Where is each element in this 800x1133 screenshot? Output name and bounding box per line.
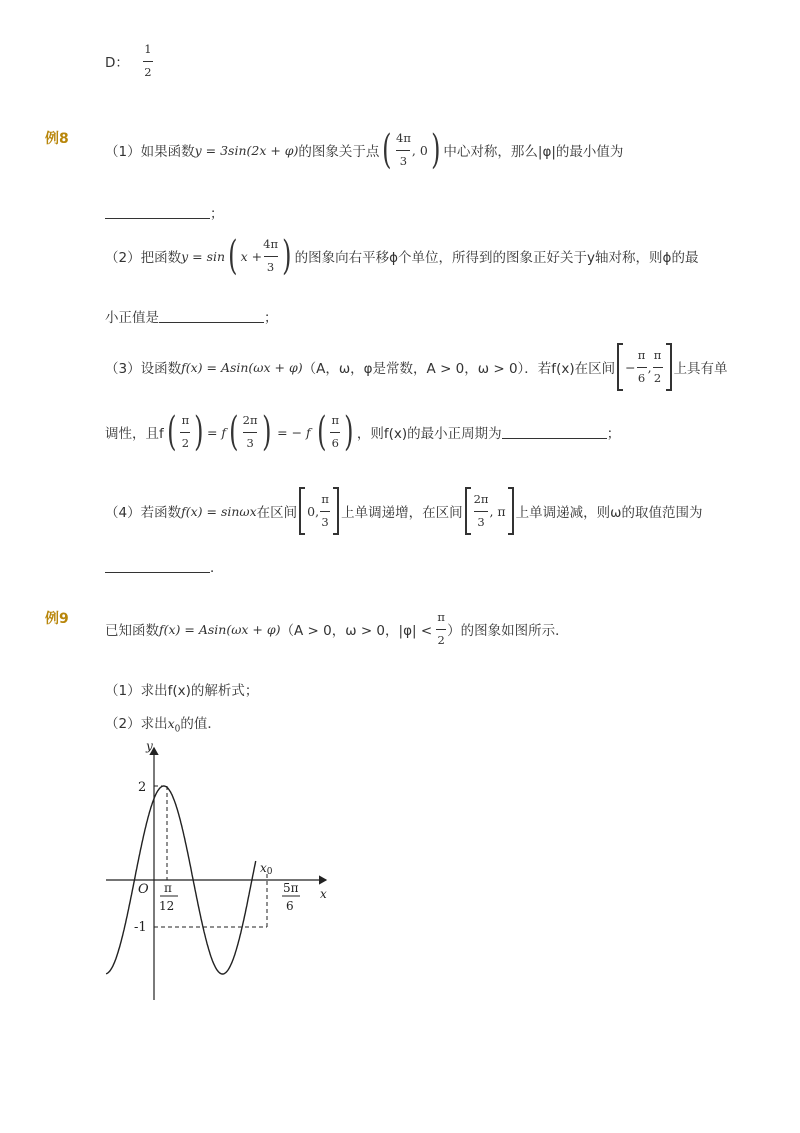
ex9-question-2: （2）求出$x_0$的值． [105,716,221,735]
ex8-q3-answer-blank[interactable] [502,426,607,439]
origin-label: O [138,882,149,897]
ex8-q4-answer-blank[interactable]: ． [105,556,224,576]
x-label: x [320,887,327,901]
ex9-stem: 已知函数 f(x) = Asin(ωx + φ) （A > 0，ω > 0，|φ| < $\frac{\pi}{2}$ ）的图象如图所示． [105,610,569,647]
ex8-question-3: （3）设函数 f(x) = Asin(ωx + φ) （A，ω，φ是常数，A > 0，ω > 0）．若f(x)在区间 − $\frac{\pi}{6}$ , $\frac{\pi}{2}$ 上具有单 [105,343,728,391]
ex8-q3-line-2: 调性，且f ( $\frac{\pi}{2}$ ) = f ( $\frac{2\pi}{3}$ ) = − f ( $\frac{\pi}{6}$ ) ，则f(x)的最小正周期为 ； [105,409,621,455]
option-d-fraction: $\frac{1}{2}$ [144,42,152,79]
example-8-title: 例8 [45,131,69,147]
neg1-label: -1 [134,920,147,935]
ex8-question-4: （4）若函数 f(x) = sinωx 在区间 0, $\frac{\pi}{3}$ 上单调递增，在区间 $\frac{2\pi}{3}$ , π 上单调递减，则ω的取值范围为 [105,487,702,535]
pi-label: π [164,881,172,895]
ex8-question-2: （2）把函数 y = sin ( x + $\frac{4\pi}{3}$ ) 的图象向右平移ϕ个单位，所得到的图象正好关于y轴对称，则ϕ的最 [105,233,699,279]
ex8-question-1: （1）如果函数 y = 3sin(2x + φ) 的图象关于点 ( $\frac{4\pi}{3}$ , 0 ) 中心对称，那么|φ|的最小值为 [105,127,624,173]
ex9-question-1: （1）求出f(x)的解析式； [105,683,259,699]
ex8-q1-answer-blank[interactable]: ； [105,202,224,222]
ex8-q2-answer-blank[interactable] [159,310,264,323]
sine-graph [100,738,340,1006]
option-d [105,44,154,78]
five-pi-label: 5π [283,881,299,895]
max-value-label: 2 [138,780,147,795]
x0-label: x0 [260,861,273,877]
example-9-title: 例9 [45,611,69,627]
six-label: 6 [286,899,294,913]
option-d-label: D： [105,55,129,71]
twelve-label: 12 [159,899,175,913]
ex8-q2-line-2: 小正值是 ； [105,310,278,326]
y-label: y [146,739,153,753]
